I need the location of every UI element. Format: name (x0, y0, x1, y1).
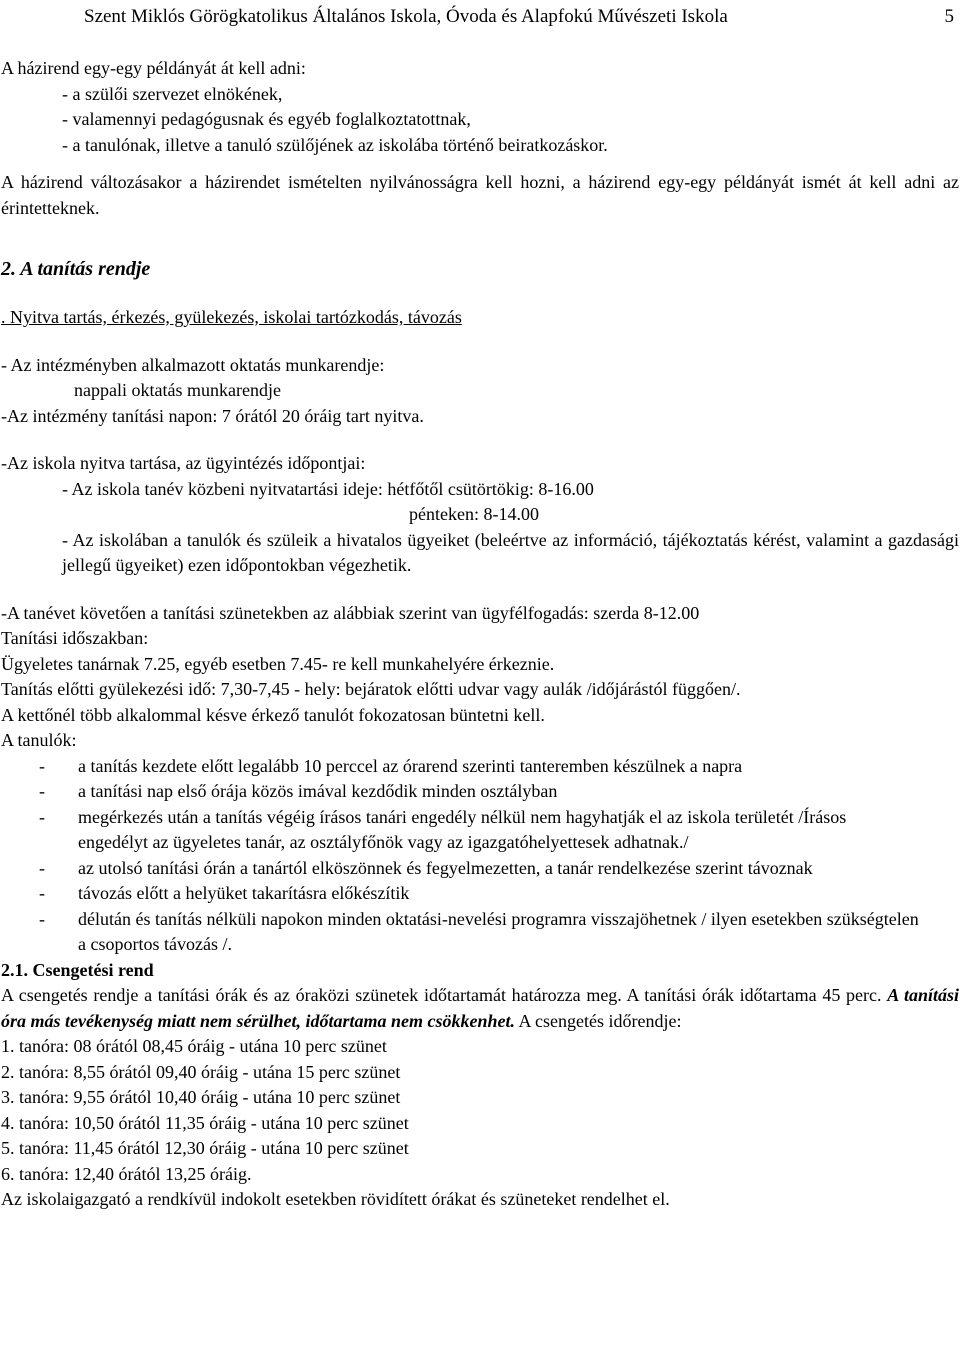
list-item (1, 881, 959, 907)
list-item-text: megérkezés után a tanítás végéig írásos tanári engedély nélkül nem hagyhatják el az iskola területét /Írásos engedélyt az ügyeletes tanár, az osztályfőnök vagy az igazgatóhelyettesek adhatnak./ (78, 806, 847, 852)
section-2-subtitle: . Nyitva tartás, érkezés, gyülekezés, iskolai tartózkodás, távozás (1, 307, 462, 327)
students-label: A tanulók: (1, 730, 77, 750)
schedule-row: 5. tanóra: 11,45 órától 12,30 óráig - utána 10 perc szünet (1, 1138, 409, 1158)
admin-paragraph: - Az iskolában a tanulók és szüleik a hivatalos ügyeiket (beleértve az információ, tájékoztatás kérést, valamint a gazdasági jellegű ügyeiket) ezen időpontokban végezhetik. (62, 529, 959, 575)
bell-paragraph-start: A csengetés rendje a tanítási órák és az óraközi szünetek időtartamát határozza meg. A tanítási órák időtartama 45 perc. (1, 985, 882, 1005)
section-2-title: 2. A tanítás rendje (1, 258, 151, 280)
school-name: Szent Miklós Görögkatolikus Általános Iskola, Óvoda és Alapfokú Művészeti Iskola (84, 6, 728, 27)
list-item (1, 856, 959, 882)
list-dash: - (39, 806, 45, 827)
list-dash: - (39, 781, 45, 801)
page-number: 5 (944, 6, 954, 27)
list-item-text: távozás előtt a helyüket takarításra előkészítik (78, 883, 410, 903)
schedule-row: 4. tanóra: 10,50 órától 11,35 óráig - utána 10 perc szünet (1, 1112, 409, 1133)
list-item (1, 754, 959, 780)
bell-paragraph-emphasis: A tanítási óra más tevékenység miatt nem sérülhet, időtartama nem csökkenhet. (1, 985, 959, 1031)
bell-paragraph-end: A csengetés időrendje: (518, 1010, 682, 1031)
term-label: Tanítási időszakban: (1, 628, 149, 648)
holiday-line: -A tanévet követően a tanítási szünetekben az alábbiak szerint van ügyfélfogadás: szerda 8-12.00 (1, 602, 700, 623)
closing-line: Az iskolaigazgató a rendkívül indokolt esetekben rövidített órákat és szüneteket rendelhet el. (1, 1189, 670, 1209)
list-item (1, 907, 959, 958)
change-paragraph: A házirend változásakor a házirendet ismételten nyilvánosságra kell hozni, a házirend egy-egy példányát ismét át kell adni az érintetteknek. (1, 172, 959, 218)
admin-title-line: -Az iskola nyitva tartása, az ügyintézés időpontjai: (1, 453, 366, 473)
list-item (1, 779, 959, 805)
schedule-row: 2. tanóra: 8,55 órától 09,40 óráig - utána 15 perc szünet (1, 1061, 401, 1082)
late-line: A kettőnél több alkalommal késve érkező tanulót fokozatosan büntetni kell. (1, 704, 545, 725)
list-item (1, 805, 959, 856)
work-order-line: - Az intézményben alkalmazott oktatás munkarendje: (1, 354, 385, 375)
list-item-text: a tanítás kezdete előtt legalább 10 perccel az órarend szerinti tanteremben készülnek a napra (78, 755, 743, 776)
list-dash: - (39, 883, 45, 903)
list-item-text: délután és tanítás nélküli napokon minden oktatási-nevelési programra visszajöhetnek / ilyen esetekben szükségtelen a csoportos távozás /. (78, 908, 919, 954)
intro-item: - a szülői szervezet elnökének, (62, 83, 283, 104)
intro-item: - a tanulónak, illetve a tanuló szülőjének az iskolába történő beiratkozáskor. (62, 134, 608, 155)
schedule-row: 6. tanóra: 12,40 órától 13,25 óráig. (1, 1163, 252, 1184)
admin-friday-line: pénteken: 8-14.00 (409, 504, 539, 524)
list-dash: - (39, 857, 45, 878)
open-hours-line: -Az intézmény tanítási napon: 7 órától 20 óráig tart nyitva. (1, 405, 424, 426)
document-body (1, 56, 959, 1213)
intro-line: A házirend egy-egy példányát át kell adni: (1, 58, 306, 78)
section-21-title: 2.1. Csengetési rend (1, 959, 154, 980)
bell-paragraph (1, 983, 959, 1034)
day-order-line: nappali oktatás munkarendje (74, 380, 281, 400)
admin-hours-line: - Az iskola tanév közbeni nyitvatartási ideje: hétfőtől csütörtökig: 8-16.00 (62, 478, 594, 499)
duty-teacher-line: Ügyeletes tanárnak 7.25, egyéb esetben 7.45- re kell munkahelyére érkeznie. (1, 653, 555, 674)
list-dash: - (39, 908, 45, 929)
schedule-row: 1. tanóra: 08 órától 08,45 óráig - utána 10 perc szünet (1, 1036, 387, 1056)
assembly-line: Tanítás előtti gyülekezési idő: 7,30-7,45 - hely: bejáratok előtti udvar vagy aulák /időjárástól függően/. (1, 679, 741, 699)
list-dash: - (39, 755, 45, 776)
list-item-text: a tanítási nap első órája közös imával kezdődik minden osztályban (78, 781, 558, 801)
schedule-row: 3. tanóra: 9,55 órától 10,40 óráig - utána 10 perc szünet (1, 1087, 401, 1107)
page-header (84, 5, 960, 29)
intro-item: - valamennyi pedagógusnak és egyéb foglalkoztatottnak, (62, 109, 471, 129)
list-item-text: az utolsó tanítási órán a tanártól elköszönnek és fegyelmezetten, a tanár rendelkezése szerint távoznak (78, 857, 813, 878)
